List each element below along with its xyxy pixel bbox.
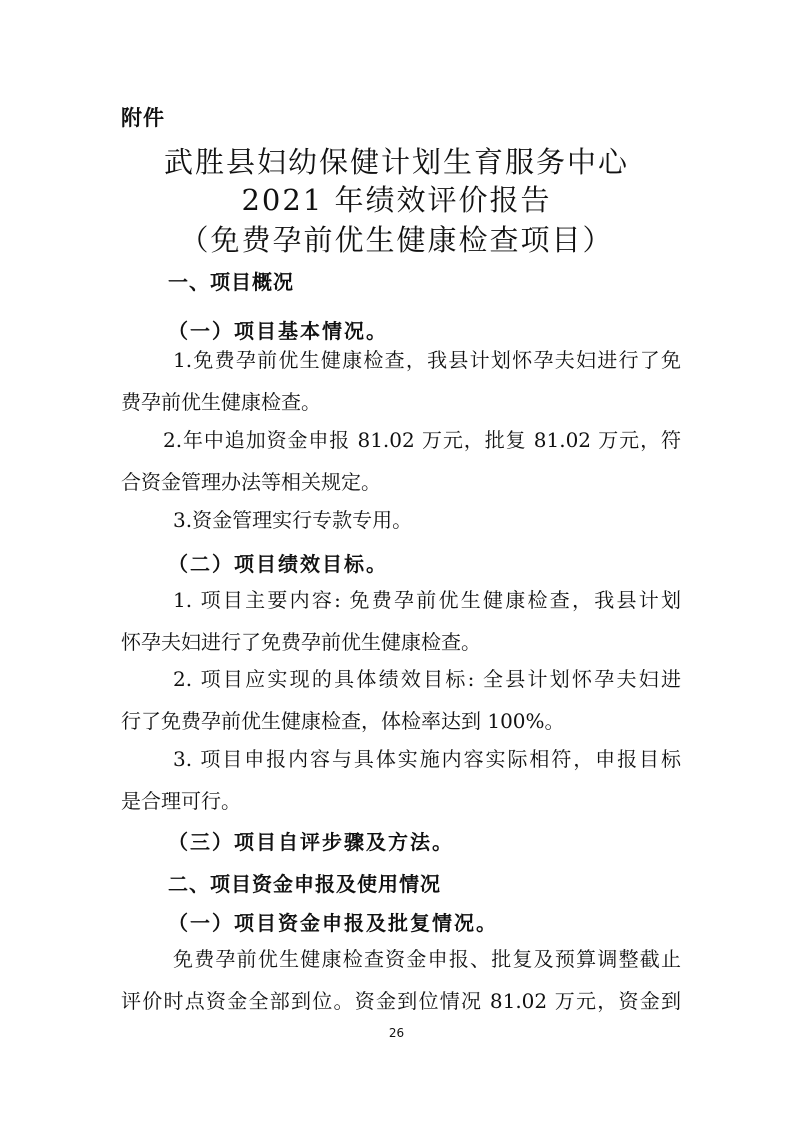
paragraph-line: 行了免费孕前优生健康检查，体检率达到 100%。: [121, 709, 565, 733]
paragraph-funding-1: [121, 938, 681, 1022]
attachment-label: 附件: [121, 106, 165, 130]
paragraph-line: 免费孕前优生健康检查资金申报、批复及预算调整截止: [173, 947, 681, 971]
paragraph-basic-info-3: [121, 499, 681, 541]
subsection-heading-funding-approval: （一）项目资金申报及批复情况。: [168, 911, 498, 935]
paragraph-line: 合资金管理办法等相关规定。: [121, 470, 381, 494]
paragraph-line: 费孕前优生健康检查。: [121, 390, 321, 414]
subsection-heading-self-evaluation: （三）项目自评步骤及方法。: [168, 830, 454, 854]
section-heading-overview: 一、项目概况: [168, 270, 294, 294]
paragraph-goals-1: [121, 579, 681, 663]
subsection-heading-performance-goals: （二）项目绩效目标。: [168, 552, 388, 576]
paragraph-line: 2. 项目应实现的具体绩效目标: 全县计划怀孕夫妇进: [173, 667, 681, 691]
page-number: 26: [388, 1026, 405, 1040]
paragraph-line: 1. 项目主要内容: 免费孕前优生健康检查，我县计划: [173, 588, 681, 612]
paragraph-line: 是合理可行。: [121, 789, 241, 813]
paragraph-line: 1.免费孕前优生健康检查，我县计划怀孕夫妇进行了免: [173, 348, 681, 372]
report-title-line-2: 2021 年绩效评价报告: [241, 183, 552, 217]
paragraph-goals-3: [121, 738, 681, 822]
paragraph-line: 评价时点资金全部到位。资金到位情况 81.02 万元，资金到: [121, 989, 681, 1013]
subsection-heading-basic-info: （一）项目基本情况。: [168, 319, 388, 343]
paragraph-line: 3. 项目申报内容与具体实施内容实际相符，申报目标: [173, 747, 681, 771]
paragraph-basic-info-1: [121, 339, 681, 423]
paragraph-basic-info-2: [121, 419, 681, 503]
section-heading-funding: 二、项目资金申报及使用情况: [168, 872, 441, 896]
paragraph-goals-2: [121, 658, 681, 742]
paragraph-line: 怀孕夫妇进行了免费孕前优生健康检查。: [121, 630, 481, 654]
paragraph-line: 3.资金管理实行专款专用。: [173, 508, 413, 532]
report-title-line-3: （免费孕前优生健康检查项目）: [179, 223, 614, 257]
report-title-line-1: 武胜县妇幼保健计划生育服务中心: [163, 145, 629, 179]
paragraph-line: 2.年中追加资金申报 81.02 万元，批复 81.02 万元，符: [163, 428, 681, 452]
